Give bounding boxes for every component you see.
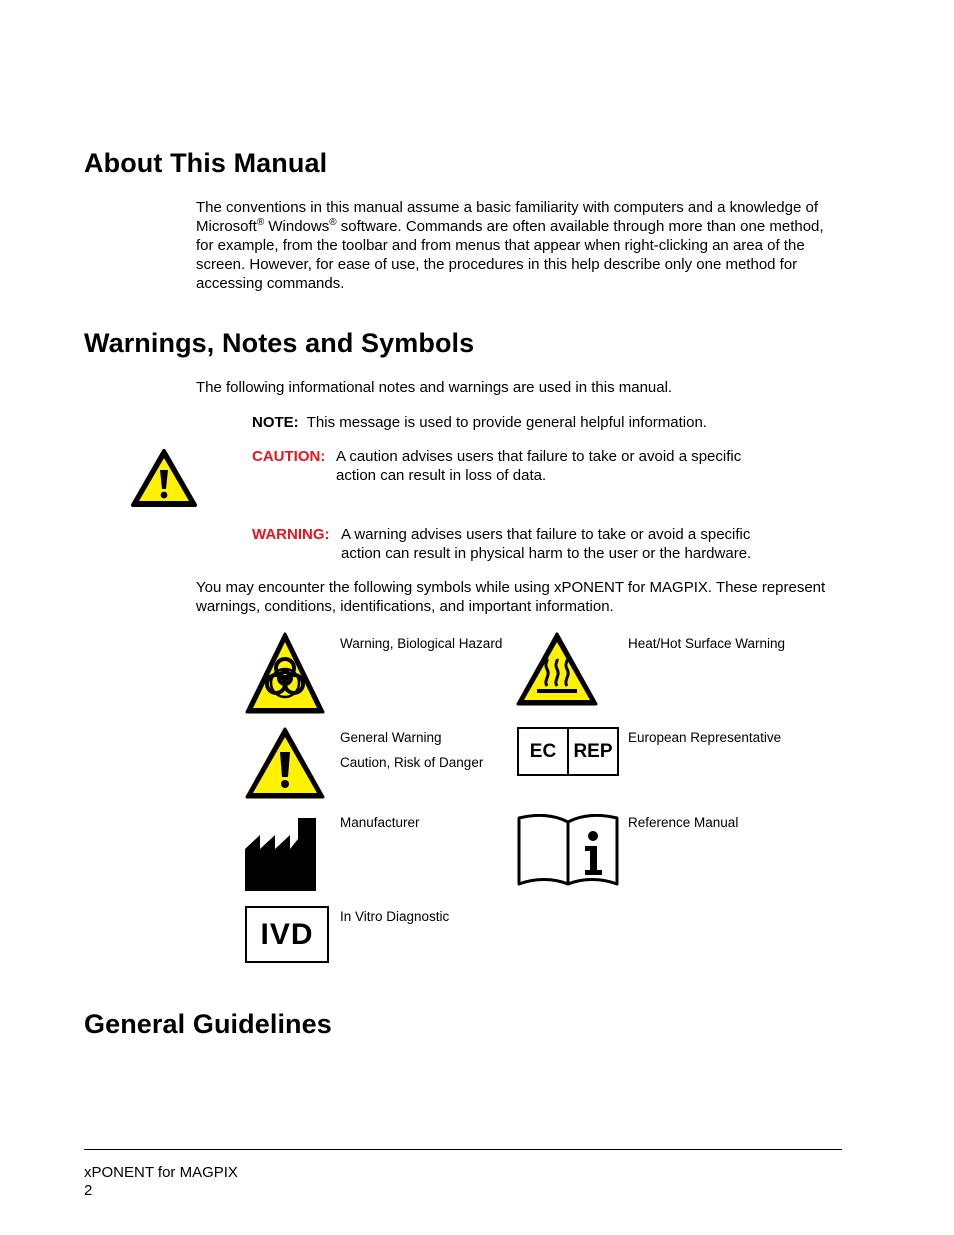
- caution-text: [336, 447, 741, 485]
- caution-warning-icon: [130, 448, 198, 508]
- rep-box: REP: [573, 740, 613, 762]
- caution-block: [252, 447, 325, 466]
- about-text-2: Windows: [264, 218, 330, 235]
- about-text-1: The conventions in this manual assume a basic familiarity with computers and a knowledge of Microsoft: [196, 199, 818, 235]
- warning-line-2: action can result in physical harm to the user or the hardware.: [341, 545, 752, 562]
- about-text-3: software. Commands are often available through more than one method, for example, from the toolbar and from menus that appear when right-clicking an area of the screen. However, for ease of use, the procedures in this help describe only one method for accessing commands.: [196, 218, 824, 292]
- registered-mark: ®: [256, 217, 265, 228]
- caution-line-1: A caution advises users that failure to take or avoid a specific: [336, 448, 742, 465]
- ivd-icon: IVD: [245, 906, 329, 963]
- manufacturer-icon: [244, 817, 318, 893]
- ec-box: EC: [519, 729, 569, 774]
- manufacturer-label: Manufacturer: [340, 815, 420, 830]
- general-warning-label: General Warning: [340, 730, 442, 745]
- ivd-label: In Vitro Diagnostic: [340, 909, 450, 924]
- symbols-intro: You may encounter the following symbols while using xPONENT for MAGPIX. These represent warnings, conditions, identifications, and important information.: [196, 579, 826, 615]
- biohazard-icon: [244, 631, 326, 715]
- hot-surface-icon: [515, 631, 599, 707]
- note-block: [252, 413, 707, 432]
- warning-line-1: A warning advises users that failure to take or avoid a specific: [341, 526, 751, 543]
- reference-manual-icon: [517, 814, 621, 890]
- ec-rep-icon: [517, 727, 619, 776]
- footer-product: xPONENT for MAGPIX: [84, 1164, 238, 1181]
- note-text: This message is used to provide general helpful information.: [306, 414, 707, 431]
- warning-label: WARNING:: [252, 526, 330, 543]
- warning-text: [341, 525, 751, 563]
- european-rep-label: European Representative: [628, 730, 782, 745]
- section-heading-guidelines: General Guidelines: [84, 1009, 332, 1039]
- biohazard-label: Warning, Biological Hazard: [340, 636, 503, 651]
- general-warning-icon: [244, 726, 326, 800]
- reference-manual-label: Reference Manual: [628, 815, 739, 830]
- footer-divider: [84, 1149, 842, 1150]
- caution-line-2: action can result in loss of data.: [336, 467, 547, 484]
- section-heading-warnings: Warnings, Notes and Symbols: [84, 328, 475, 358]
- registered-mark: ®: [329, 217, 337, 228]
- about-paragraph: [196, 198, 836, 293]
- section-heading-about: About This Manual: [84, 148, 328, 178]
- warnings-intro: The following informational notes and warnings are used in this manual.: [196, 379, 673, 396]
- note-label: NOTE:: [252, 414, 299, 431]
- hot-surface-label: Heat/Hot Surface Warning: [628, 636, 786, 651]
- warning-block: [252, 525, 330, 544]
- footer-page-number: 2: [84, 1182, 93, 1199]
- caution-danger-label: Caution, Risk of Danger: [340, 755, 484, 770]
- caution-label: CAUTION:: [252, 448, 326, 465]
